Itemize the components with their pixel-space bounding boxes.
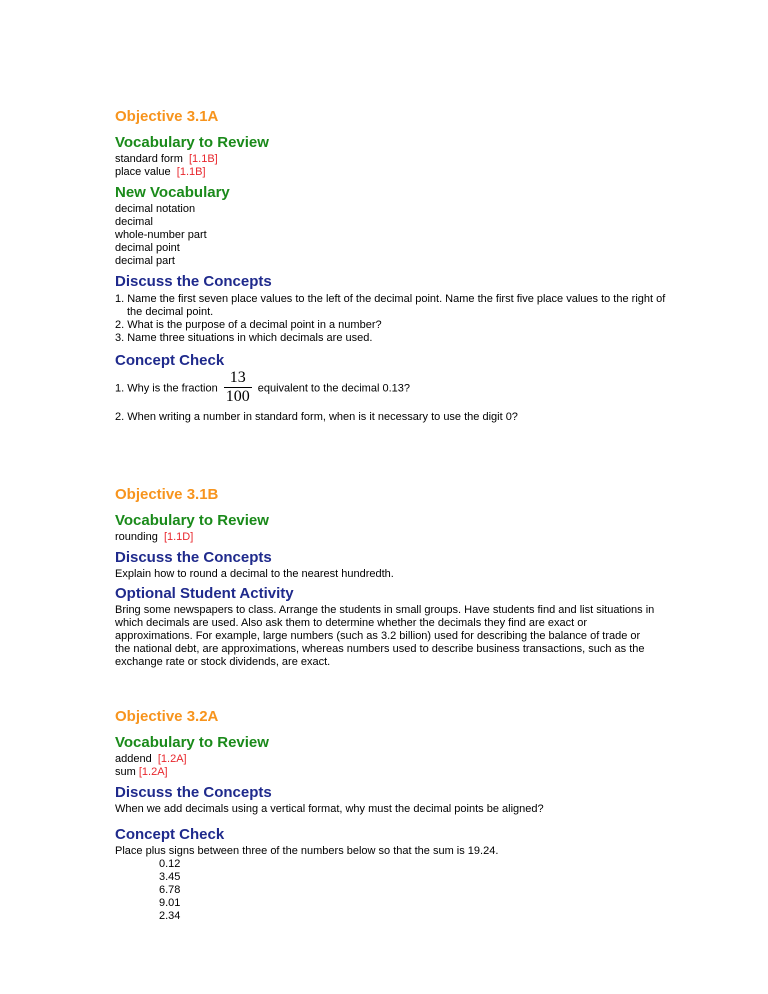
vocab-review-heading: Vocabulary to Review: [115, 512, 269, 529]
concept-check-item: 2. When writing a number in standard form, when is it necessary to use the digit 0?: [115, 411, 518, 423]
new-vocab-item: decimal: [115, 216, 153, 228]
new-vocab-item: decimal part: [115, 255, 175, 267]
discuss-heading: Discuss the Concepts: [115, 273, 272, 290]
discuss-heading: Discuss the Concepts: [115, 549, 272, 566]
activity-heading: Optional Student Activity: [115, 585, 294, 602]
activity-3-1b: [115, 585, 655, 669]
discuss-heading: Discuss the Concepts: [115, 784, 272, 801]
concept-check-item: 1. Why is the fraction $\frac{13}{100}$ equivalent to the decimal 0.13?: [115, 369, 410, 405]
discuss-item: 1. Name the first seven place values to the left of the decimal point. Name the first five place values to the right of the decimal point.: [115, 293, 666, 318]
vocab-item: addend [1.2A]: [115, 753, 187, 765]
vocab-item: standard form [1.1B]: [115, 153, 218, 165]
vocab-item: place value [1.1B]: [115, 166, 206, 178]
section-3-1a: [115, 108, 218, 126]
fraction: $\frac{13}{100}$: [225, 369, 250, 405]
discuss-3-1b: [115, 549, 394, 581]
concept-check-3-1a: [115, 352, 518, 424]
number-item: 3.45: [159, 871, 181, 883]
discuss-text: When we add decimals using a vertical format, why must the decimal points be aligned?: [115, 803, 544, 815]
number-item: 2.34: [159, 910, 181, 922]
vocab-item: sum [1.2A]: [115, 766, 168, 778]
discuss-item: 2. What is the purpose of a decimal point in a number?: [115, 319, 382, 331]
number-item: 6.78: [159, 884, 181, 896]
number-item: 0.12: [159, 858, 181, 870]
objective-heading: Objective 3.1A: [115, 108, 219, 125]
section-3-1b: [115, 486, 218, 504]
concept-check-heading: Concept Check: [115, 352, 225, 369]
discuss-text: Explain how to round a decimal to the nearest hundredth.: [115, 568, 394, 580]
objective-heading: Objective 3.1B: [115, 486, 219, 503]
discuss-3-2a: [115, 784, 544, 816]
objective-heading: Objective 3.2A: [115, 708, 219, 725]
new-vocab-item: decimal notation: [115, 203, 196, 215]
new-vocab-item: decimal point: [115, 242, 180, 254]
vocab-item: rounding [1.1D]: [115, 531, 194, 543]
number-item: 9.01: [159, 897, 181, 909]
discuss-3-1a: [115, 273, 672, 345]
concept-check-heading: Concept Check: [115, 826, 225, 843]
new-vocab-item: whole-number part: [115, 229, 207, 241]
concept-check-text: Place plus signs between three of the numbers below so that the sum is 19.24.: [115, 845, 499, 857]
section-3-2a: [115, 708, 218, 726]
vocab-review-3-2a: [115, 734, 269, 779]
activity-text: Bring some newspapers to class. Arrange the students in small groups. Have students find and list situations in which decimals are used. Also ask them to determine whether the decimals they find are exact or approximations. For example, large numbers (such as 3.2 billion) used for describing the balance of trade or the national debt, are approximations, whereas numbers used to describe business transactions, such as the exchange rate or stock dividends, are exact.: [115, 604, 655, 668]
vocab-review-3-1b: [115, 512, 269, 544]
vocab-review-3-1a: [115, 134, 269, 179]
discuss-item: 3. Name three situations in which decimals are used.: [115, 332, 373, 344]
new-vocab-3-1a: [115, 184, 230, 268]
vocab-review-heading: Vocabulary to Review: [115, 134, 269, 151]
number-list: [115, 858, 498, 923]
vocab-review-heading: Vocabulary to Review: [115, 734, 269, 751]
new-vocab-heading: New Vocabulary: [115, 184, 230, 201]
concept-check-3-2a: [115, 826, 498, 923]
